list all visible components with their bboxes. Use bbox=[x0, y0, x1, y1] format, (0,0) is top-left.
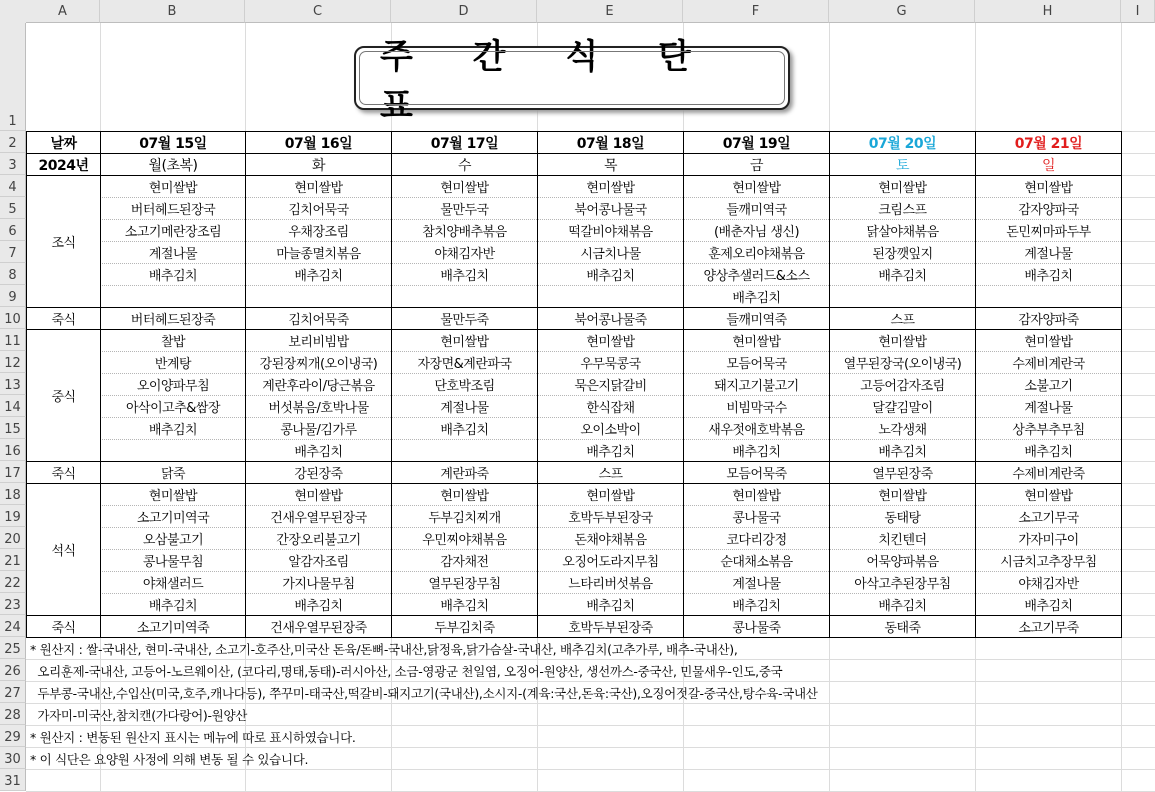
porridge-cell[interactable]: 모듬어묵죽 bbox=[684, 462, 829, 483]
menu-cell[interactable]: 배추김치 bbox=[830, 440, 975, 461]
menu-cell[interactable]: 김치어묵국 bbox=[246, 198, 391, 219]
dotted-row-divider bbox=[100, 351, 1121, 352]
page-title: 주 간 식 단 표 bbox=[380, 37, 715, 126]
row-header-13[interactable]: 13 bbox=[0, 373, 26, 395]
porridge-cell[interactable]: 계란파죽 bbox=[392, 462, 537, 483]
menu-cell[interactable]: 배추김치 bbox=[976, 440, 1121, 461]
table-border-h bbox=[26, 483, 1122, 484]
column-header-c[interactable]: C bbox=[245, 0, 391, 23]
column-header-e[interactable]: E bbox=[537, 0, 683, 23]
menu-cell[interactable]: 현미쌀밥 bbox=[684, 176, 829, 197]
porridge-cell[interactable]: 스프 bbox=[830, 308, 975, 329]
menu-cell[interactable] bbox=[392, 440, 537, 461]
menu-cell[interactable]: 된장깻잎지 bbox=[830, 242, 975, 263]
menu-cell[interactable]: 치킨텐더 bbox=[830, 528, 975, 549]
menu-cell[interactable]: 보리비빔밥 bbox=[246, 330, 391, 351]
row-header-3[interactable]: 3 bbox=[0, 153, 26, 175]
menu-cell[interactable] bbox=[246, 286, 391, 307]
menu-cell[interactable]: 현미쌀밥 bbox=[684, 330, 829, 351]
menu-cell[interactable]: 배추김치 bbox=[246, 264, 391, 285]
menu-cell[interactable]: 반계탕 bbox=[101, 352, 245, 373]
note-line: * 원산지 : 변동된 원산지 표시는 메뉴에 따로 표시하였습니다. bbox=[30, 729, 356, 745]
menu-cell[interactable]: 배추김치 bbox=[392, 418, 537, 439]
menu-cell[interactable]: 노각생채 bbox=[830, 418, 975, 439]
menu-cell[interactable]: 배추김치 bbox=[392, 264, 537, 285]
date-cell[interactable]: 07월 15일 bbox=[101, 132, 245, 153]
menu-cell[interactable]: 어묵양파볶음 bbox=[830, 550, 975, 571]
menu-cell[interactable]: 배추김치 bbox=[976, 594, 1121, 615]
date-cell[interactable]: 07월 20일 bbox=[830, 132, 975, 153]
menu-cell[interactable]: 순대채소볶음 bbox=[684, 550, 829, 571]
menu-cell[interactable]: 버섯볶음/호박나물 bbox=[246, 396, 391, 417]
column-header-b[interactable]: B bbox=[100, 0, 245, 23]
porridge-cell[interactable]: 북어콩나물죽 bbox=[538, 308, 683, 329]
day-cell[interactable]: 월(초복) bbox=[101, 154, 245, 175]
row-header-25[interactable]: 25 bbox=[0, 637, 26, 659]
menu-cell[interactable]: 고등어감자조림 bbox=[830, 374, 975, 395]
menu-cell[interactable]: 배추김치 bbox=[538, 594, 683, 615]
row-header-9[interactable]: 9 bbox=[0, 285, 26, 307]
dotted-row-divider bbox=[100, 241, 1121, 242]
porridge-cell[interactable]: 호박두부된장죽 bbox=[538, 616, 683, 637]
menu-cell[interactable]: 찰밥 bbox=[101, 330, 245, 351]
menu-cell[interactable]: 현미쌀밥 bbox=[538, 484, 683, 505]
porridge-cell[interactable]: 열무된장죽 bbox=[830, 462, 975, 483]
table-border-v bbox=[683, 131, 684, 638]
date-cell[interactable]: 07월 17일 bbox=[392, 132, 537, 153]
menu-cell[interactable] bbox=[976, 286, 1121, 307]
row-header-21[interactable]: 21 bbox=[0, 549, 26, 571]
menu-cell[interactable]: 자장면&계란파국 bbox=[392, 352, 537, 373]
table-border-v bbox=[975, 131, 976, 638]
menu-cell[interactable]: 배추김치 bbox=[101, 264, 245, 285]
porridge-cell[interactable]: 건새우열무된장죽 bbox=[246, 616, 391, 637]
menu-cell[interactable]: 현미쌀밥 bbox=[976, 330, 1121, 351]
menu-cell[interactable]: 새우젓애호박볶음 bbox=[684, 418, 829, 439]
gridline-h bbox=[26, 769, 1155, 770]
lunch-label[interactable]: 중식 bbox=[27, 330, 100, 461]
porridge-label[interactable]: 죽식 bbox=[27, 616, 100, 637]
menu-cell[interactable]: 배추김치 bbox=[538, 440, 683, 461]
menu-cell[interactable]: 시금치고추장무침 bbox=[976, 550, 1121, 571]
table-border-v bbox=[391, 131, 392, 638]
menu-cell[interactable]: 야채김자반 bbox=[976, 572, 1121, 593]
menu-cell[interactable]: 소고기무국 bbox=[976, 506, 1121, 527]
dotted-row-divider bbox=[100, 285, 1121, 286]
menu-cell[interactable]: 계절나물 bbox=[976, 396, 1121, 417]
menu-cell[interactable]: 아삭고추된장무침 bbox=[830, 572, 975, 593]
day-cell[interactable]: 목 bbox=[538, 154, 683, 175]
menu-cell[interactable]: 배추김치 bbox=[684, 286, 829, 307]
day-cell[interactable]: 수 bbox=[392, 154, 537, 175]
dotted-row-divider bbox=[100, 505, 1121, 506]
column-header-d[interactable]: D bbox=[391, 0, 537, 23]
menu-cell[interactable]: 현미쌀밥 bbox=[101, 484, 245, 505]
note-line: 두부콩-국내산,수입산(미국,호주,캐나다등), 쭈꾸미-태국산,떡갈비-돼지고기(국내산),소시지-(계육:국산,돈육:국산),오징어젓갈-중국산,탕수육-국내산 bbox=[30, 685, 818, 701]
menu-cell[interactable]: 돈민찌마파두부 bbox=[976, 220, 1121, 241]
porridge-cell[interactable]: 콩나물죽 bbox=[684, 616, 829, 637]
menu-cell[interactable]: 현미쌀밥 bbox=[246, 484, 391, 505]
date-cell[interactable]: 07월 19일 bbox=[684, 132, 829, 153]
menu-cell[interactable]: 마늘종멸치볶음 bbox=[246, 242, 391, 263]
porridge-cell[interactable]: 닭죽 bbox=[101, 462, 245, 483]
table-border-h bbox=[26, 329, 1122, 330]
dotted-row-divider bbox=[100, 549, 1121, 550]
menu-cell[interactable]: 오이양파무침 bbox=[101, 374, 245, 395]
menu-cell[interactable]: 우민찌야채볶음 bbox=[392, 528, 537, 549]
menu-cell[interactable]: 현미쌀밥 bbox=[246, 176, 391, 197]
menu-cell[interactable]: 계절나물 bbox=[392, 396, 537, 417]
menu-cell[interactable]: 오징어도라지무침 bbox=[538, 550, 683, 571]
menu-cell[interactable] bbox=[101, 286, 245, 307]
menu-cell[interactable]: 열무된장무침 bbox=[392, 572, 537, 593]
menu-cell[interactable]: 닭살야채볶음 bbox=[830, 220, 975, 241]
dotted-row-divider bbox=[100, 197, 1121, 198]
column-header-f[interactable]: F bbox=[683, 0, 829, 23]
year-label-cell[interactable]: 2024년 bbox=[27, 154, 100, 175]
menu-cell[interactable]: 들깨미역국 bbox=[684, 198, 829, 219]
note-line: * 이 식단은 요양원 사정에 의해 변동 될 수 있습니다. bbox=[30, 751, 309, 767]
menu-cell[interactable]: 배추김치 bbox=[101, 594, 245, 615]
table-border-h bbox=[26, 153, 1122, 154]
menu-cell[interactable]: 모듬어묵국 bbox=[684, 352, 829, 373]
dotted-row-divider bbox=[100, 439, 1121, 440]
menu-cell[interactable]: 현미쌀밥 bbox=[976, 484, 1121, 505]
row-header-5[interactable]: 5 bbox=[0, 197, 26, 219]
row-header-28[interactable]: 28 bbox=[0, 703, 26, 725]
row-header-8[interactable]: 8 bbox=[0, 263, 26, 285]
menu-cell[interactable]: 감자양파국 bbox=[976, 198, 1121, 219]
porridge-label[interactable]: 죽식 bbox=[27, 462, 100, 483]
breakfast-label[interactable]: 조식 bbox=[27, 176, 100, 307]
menu-cell[interactable]: 열무된장국(오이냉국) bbox=[830, 352, 975, 373]
menu-cell[interactable]: 가지나물무침 bbox=[246, 572, 391, 593]
menu-cell[interactable]: 호박두부된장국 bbox=[538, 506, 683, 527]
menu-cell[interactable]: 소고기미역국 bbox=[101, 506, 245, 527]
menu-cell[interactable]: 돈채야채볶음 bbox=[538, 528, 683, 549]
date-label-cell[interactable]: 날짜 bbox=[27, 132, 100, 153]
menu-cell[interactable]: 배추김치 bbox=[684, 440, 829, 461]
menu-cell[interactable]: 두부김치찌개 bbox=[392, 506, 537, 527]
menu-cell[interactable]: 배추김치 bbox=[246, 440, 391, 461]
menu-cell[interactable]: 현미쌀밥 bbox=[976, 176, 1121, 197]
menu-cell[interactable] bbox=[101, 440, 245, 461]
menu-cell[interactable]: 콩나물무침 bbox=[101, 550, 245, 571]
menu-cell[interactable]: 크림스프 bbox=[830, 198, 975, 219]
menu-cell[interactable]: 우무묵콩국 bbox=[538, 352, 683, 373]
menu-cell[interactable]: 버터헤드된장국 bbox=[101, 198, 245, 219]
porridge-cell[interactable]: 동태죽 bbox=[830, 616, 975, 637]
menu-cell[interactable]: 배추김치 bbox=[538, 264, 683, 285]
menu-cell[interactable]: 훈제오리야채볶음 bbox=[684, 242, 829, 263]
porridge-cell[interactable]: 들깨미역죽 bbox=[684, 308, 829, 329]
menu-cell[interactable]: 알감자조림 bbox=[246, 550, 391, 571]
day-cell[interactable]: 토 bbox=[830, 154, 975, 175]
row-header-12[interactable]: 12 bbox=[0, 351, 26, 373]
menu-cell[interactable]: 묵은지닭갈비 bbox=[538, 374, 683, 395]
menu-cell[interactable]: 돼지고기불고기 bbox=[684, 374, 829, 395]
menu-cell[interactable] bbox=[392, 286, 537, 307]
dotted-row-divider bbox=[100, 593, 1121, 594]
row-header-4[interactable]: 4 bbox=[0, 175, 26, 197]
dotted-row-divider bbox=[100, 263, 1121, 264]
menu-cell[interactable]: 시금치나물 bbox=[538, 242, 683, 263]
dotted-row-divider bbox=[100, 571, 1121, 572]
row-header-19[interactable]: 19 bbox=[0, 505, 26, 527]
porridge-cell[interactable]: 김치어묵죽 bbox=[246, 308, 391, 329]
title-box bbox=[354, 37, 790, 126]
menu-cell[interactable]: 계절나물 bbox=[684, 572, 829, 593]
menu-cell[interactable]: 상추부추무침 bbox=[976, 418, 1121, 439]
menu-cell[interactable]: 떡갈비야채볶음 bbox=[538, 220, 683, 241]
porridge-cell[interactable]: 소고기무죽 bbox=[976, 616, 1121, 637]
date-cell[interactable]: 07월 16일 bbox=[246, 132, 391, 153]
menu-cell[interactable]: 현미쌀밥 bbox=[684, 484, 829, 505]
menu-cell[interactable]: 현미쌀밥 bbox=[538, 330, 683, 351]
menu-cell[interactable]: 계란후라이/당근볶음 bbox=[246, 374, 391, 395]
dotted-row-divider bbox=[100, 219, 1121, 220]
row-header-31[interactable]: 31 bbox=[0, 769, 26, 791]
porridge-cell[interactable]: 두부김치죽 bbox=[392, 616, 537, 637]
menu-cell[interactable]: 야채김자반 bbox=[392, 242, 537, 263]
menu-cell[interactable]: 북어콩나물국 bbox=[538, 198, 683, 219]
menu-cell[interactable]: 가자미구이 bbox=[976, 528, 1121, 549]
table-border-h bbox=[26, 615, 1122, 616]
porridge-cell[interactable]: 물만두죽 bbox=[392, 308, 537, 329]
table-border-h bbox=[26, 131, 1122, 132]
menu-cell[interactable]: 물만두국 bbox=[392, 198, 537, 219]
row-header-18[interactable]: 18 bbox=[0, 483, 26, 505]
menu-cell[interactable]: 달걀김말이 bbox=[830, 396, 975, 417]
menu-cell[interactable]: 현미쌀밥 bbox=[830, 330, 975, 351]
menu-cell[interactable]: 배추김치 bbox=[830, 594, 975, 615]
column-header-h[interactable]: H bbox=[975, 0, 1121, 23]
menu-cell[interactable]: 느타리버섯볶음 bbox=[538, 572, 683, 593]
column-header-a[interactable]: A bbox=[26, 0, 100, 23]
menu-cell[interactable]: 소불고기 bbox=[976, 374, 1121, 395]
row-header-23[interactable]: 23 bbox=[0, 593, 26, 615]
note-line: 오리훈제-국내산, 고등어-노르웨이산, (코다리,명태,동태)-러시아산, 소금-영광군 천일염, 오징어-원양산, 생선까스-중국산, 민물새우-인도,중국 bbox=[30, 663, 783, 679]
row-header-26[interactable]: 26 bbox=[0, 659, 26, 681]
menu-cell[interactable]: 수제비계란국 bbox=[976, 352, 1121, 373]
row-header-24[interactable]: 24 bbox=[0, 615, 26, 637]
porridge-cell[interactable]: 버터헤드된장죽 bbox=[101, 308, 245, 329]
row-header-14[interactable]: 14 bbox=[0, 395, 26, 417]
menu-cell[interactable]: 배추김치 bbox=[101, 418, 245, 439]
row-header-29[interactable]: 29 bbox=[0, 725, 26, 747]
menu-cell[interactable]: 현미쌀밥 bbox=[538, 176, 683, 197]
menu-cell[interactable] bbox=[538, 286, 683, 307]
menu-cell[interactable]: 코다리강정 bbox=[684, 528, 829, 549]
table-border-h bbox=[26, 175, 1122, 176]
row-header-1[interactable]: 1 bbox=[0, 23, 26, 131]
row-header-15[interactable]: 15 bbox=[0, 417, 26, 439]
dotted-row-divider bbox=[100, 417, 1121, 418]
day-cell[interactable]: 일 bbox=[976, 154, 1121, 175]
row-header-6[interactable]: 6 bbox=[0, 219, 26, 241]
row-header-20[interactable]: 20 bbox=[0, 527, 26, 549]
row-header-22[interactable]: 22 bbox=[0, 571, 26, 593]
menu-cell[interactable]: 배추김치 bbox=[830, 264, 975, 285]
table-border-v bbox=[829, 131, 830, 638]
row-header-11[interactable]: 11 bbox=[0, 329, 26, 351]
row-header-27[interactable]: 27 bbox=[0, 681, 26, 703]
menu-cell[interactable]: 콩나물/김가루 bbox=[246, 418, 391, 439]
note-line: 가자미-미국산,참치캔(가다랑어)-원양산 bbox=[30, 707, 247, 723]
menu-cell[interactable]: 건새우열무된장국 bbox=[246, 506, 391, 527]
menu-cell[interactable]: 감자채전 bbox=[392, 550, 537, 571]
menu-cell[interactable]: 우채장조림 bbox=[246, 220, 391, 241]
dotted-row-divider bbox=[100, 527, 1121, 528]
menu-cell[interactable]: 간장오리불고기 bbox=[246, 528, 391, 549]
menu-cell[interactable]: 강된장찌개(오이냉국) bbox=[246, 352, 391, 373]
menu-cell[interactable]: 참치양배추볶음 bbox=[392, 220, 537, 241]
column-header-g[interactable]: G bbox=[829, 0, 975, 23]
porridge-cell[interactable]: 수제비계란죽 bbox=[976, 462, 1121, 483]
row-header-16[interactable]: 16 bbox=[0, 439, 26, 461]
menu-cell[interactable]: 동태탕 bbox=[830, 506, 975, 527]
menu-cell[interactable]: 현미쌀밥 bbox=[830, 176, 975, 197]
menu-cell[interactable]: 현미쌀밥 bbox=[392, 176, 537, 197]
menu-cell[interactable]: 계절나물 bbox=[101, 242, 245, 263]
menu-cell[interactable]: 계절나물 bbox=[976, 242, 1121, 263]
menu-cell[interactable]: 현미쌀밥 bbox=[830, 484, 975, 505]
select-all-corner[interactable] bbox=[0, 0, 26, 23]
menu-cell[interactable]: (배춘자님 생신) bbox=[684, 220, 829, 241]
day-cell[interactable]: 금 bbox=[684, 154, 829, 175]
dinner-label[interactable]: 석식 bbox=[27, 484, 100, 615]
menu-cell[interactable]: 배추김치 bbox=[976, 264, 1121, 285]
menu-cell[interactable]: 배추김치 bbox=[246, 594, 391, 615]
date-cell[interactable]: 07월 18일 bbox=[538, 132, 683, 153]
porridge-label[interactable]: 죽식 bbox=[27, 308, 100, 329]
row-header-10[interactable]: 10 bbox=[0, 307, 26, 329]
menu-cell[interactable]: 아삭이고추&쌈장 bbox=[101, 396, 245, 417]
date-cell[interactable]: 07월 21일 bbox=[976, 132, 1121, 153]
menu-cell[interactable]: 현미쌀밥 bbox=[392, 330, 537, 351]
menu-cell[interactable]: 한식잡채 bbox=[538, 396, 683, 417]
day-cell[interactable]: 화 bbox=[246, 154, 391, 175]
porridge-cell[interactable]: 스프 bbox=[538, 462, 683, 483]
menu-cell[interactable]: 오삼불고기 bbox=[101, 528, 245, 549]
menu-cell[interactable]: 현미쌀밥 bbox=[101, 176, 245, 197]
row-header-30[interactable]: 30 bbox=[0, 747, 26, 769]
menu-cell[interactable]: 단호박조림 bbox=[392, 374, 537, 395]
porridge-cell[interactable]: 소고기미역죽 bbox=[101, 616, 245, 637]
menu-cell[interactable] bbox=[830, 286, 975, 307]
menu-cell[interactable]: 콩나물국 bbox=[684, 506, 829, 527]
table-border-h bbox=[26, 461, 1122, 462]
row-header-2[interactable]: 2 bbox=[0, 131, 26, 153]
table-border-v bbox=[537, 131, 538, 638]
porridge-cell[interactable]: 강된장죽 bbox=[246, 462, 391, 483]
title-box-inner-border bbox=[359, 51, 785, 105]
note-line: * 원산지 : 쌀-국내산, 현미-국내산, 소고기-호주산,미국산 돈육/돈뼈-국내산,닭정육,닭가슴살-국내산, 배추김치(고추가루, 배추-국내산), bbox=[30, 641, 738, 657]
dotted-row-divider bbox=[100, 373, 1121, 374]
table-border-v bbox=[245, 131, 246, 638]
dotted-row-divider bbox=[100, 395, 1121, 396]
row-header-7[interactable]: 7 bbox=[0, 241, 26, 263]
column-header-i[interactable]: I bbox=[1121, 0, 1155, 23]
table-border-h bbox=[26, 307, 1122, 308]
row-header-17[interactable]: 17 bbox=[0, 461, 26, 483]
menu-cell[interactable]: 배추김치 bbox=[392, 594, 537, 615]
menu-cell[interactable]: 양상추샐러드&소스 bbox=[684, 264, 829, 285]
menu-cell[interactable]: 소고기메란장조림 bbox=[101, 220, 245, 241]
menu-cell[interactable]: 야채샐러드 bbox=[101, 572, 245, 593]
table-border-v bbox=[100, 131, 101, 638]
menu-cell[interactable]: 비빔막국수 bbox=[684, 396, 829, 417]
table-border-v bbox=[1121, 131, 1122, 638]
menu-cell[interactable]: 배추김치 bbox=[684, 594, 829, 615]
menu-cell[interactable]: 현미쌀밥 bbox=[392, 484, 537, 505]
menu-cell[interactable]: 오이소박이 bbox=[538, 418, 683, 439]
porridge-cell[interactable]: 감자양파죽 bbox=[976, 308, 1121, 329]
table-border-v bbox=[26, 131, 27, 638]
